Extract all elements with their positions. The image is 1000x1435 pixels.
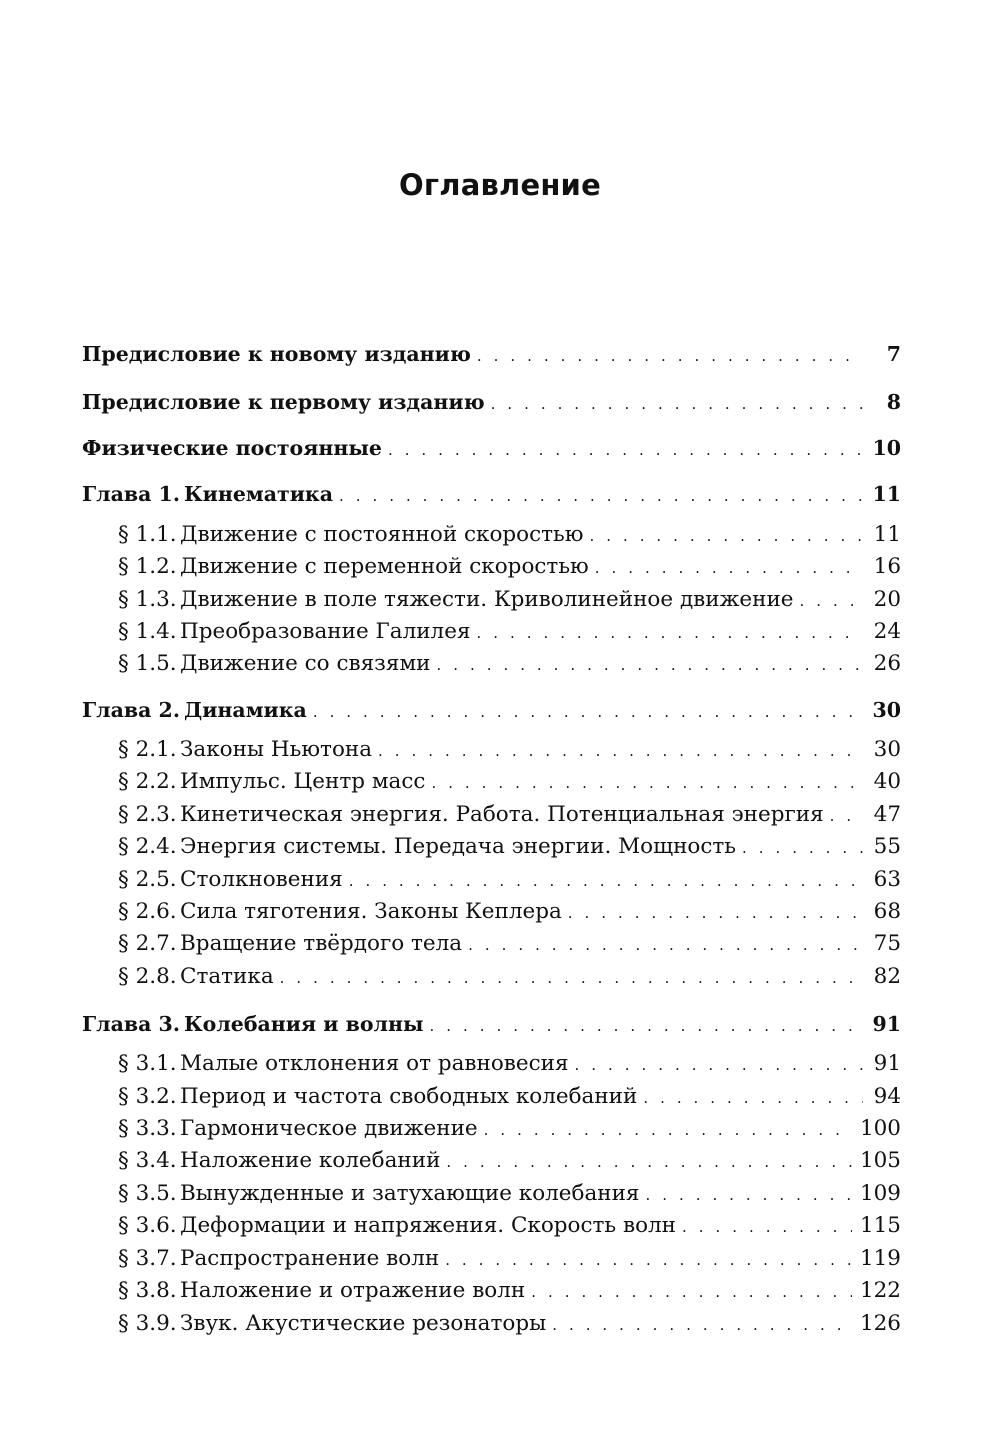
- dot-leader: [445, 1251, 852, 1269]
- section-number: § 1.3.: [118, 587, 177, 612]
- toc-section-1-5[interactable]: [118, 651, 901, 679]
- toc-page-number: 8: [886, 390, 901, 414]
- dot-leader: [468, 936, 863, 954]
- dot-leader: [477, 347, 863, 365]
- dot-leader: [349, 872, 863, 890]
- section-title: Малые отклонения от равновесия: [180, 1051, 569, 1076]
- toc-chapter-2[interactable]: [82, 698, 901, 726]
- toc-section-3-9[interactable]: [118, 1311, 901, 1339]
- toc-section-2-3[interactable]: [118, 802, 901, 830]
- section-number: § 2.7.: [118, 931, 177, 956]
- chapter-label: Глава 1.: [82, 482, 180, 506]
- toc-page-number: 10: [872, 436, 901, 460]
- dot-leader: [552, 1316, 852, 1334]
- toc-chapter-1[interactable]: [82, 482, 901, 510]
- dot-leader: [568, 904, 863, 922]
- section-number: § 1.4.: [118, 619, 177, 644]
- section-title: Наложение колебаний: [180, 1148, 441, 1173]
- toc-page-number: 55: [873, 834, 901, 859]
- dot-leader: [437, 656, 863, 674]
- dot-leader: [313, 703, 863, 721]
- toc-section-2-8[interactable]: [118, 964, 901, 992]
- section-title: Гармоническое движение: [180, 1116, 478, 1141]
- toc-page-number: 109: [859, 1181, 901, 1206]
- section-title: Энергия системы. Передача энергии. Мощность: [180, 834, 736, 859]
- toc-entry-preface-first[interactable]: [82, 390, 901, 418]
- dot-leader: [742, 839, 863, 857]
- toc-section-1-1[interactable]: [118, 522, 901, 550]
- chapter-title: Кинематика: [184, 482, 333, 506]
- section-title: Вращение твёрдого тела: [180, 931, 463, 956]
- section-title: Вынужденные и затухающие колебания: [180, 1181, 640, 1206]
- toc-page-number: 119: [859, 1246, 901, 1271]
- dot-leader: [446, 1153, 852, 1171]
- toc-page-number: 47: [873, 802, 901, 827]
- chapter-title: Динамика: [184, 698, 307, 722]
- toc-page-number: 24: [873, 619, 901, 644]
- toc-page-number: 16: [873, 554, 901, 579]
- toc-entry-title: Предисловие к новому изданию: [82, 342, 471, 366]
- toc-section-1-4[interactable]: [118, 619, 901, 647]
- section-title: Движение с постоянной скоростью: [180, 522, 584, 547]
- toc-section-2-6[interactable]: [118, 899, 901, 927]
- section-number: § 3.6.: [118, 1213, 177, 1238]
- toc-entry-constants[interactable]: [82, 436, 901, 464]
- chapter-label: Глава 2.: [82, 698, 180, 722]
- dot-leader: [339, 487, 863, 505]
- dot-leader: [378, 742, 863, 760]
- dot-leader: [575, 1056, 863, 1074]
- dot-leader: [430, 1017, 863, 1035]
- section-title: Звук. Акустические резонаторы: [180, 1311, 547, 1336]
- section-title: Преобразование Галилея: [180, 619, 471, 644]
- section-title: Наложение и отражение волн: [180, 1278, 526, 1303]
- toc-page-number: 105: [859, 1148, 901, 1173]
- toc-section-2-5[interactable]: [118, 867, 901, 895]
- section-number: § 1.2.: [118, 554, 177, 579]
- dot-leader: [589, 527, 863, 545]
- section-number: § 2.4.: [118, 834, 177, 859]
- toc-page-number: 91: [872, 1012, 901, 1036]
- dot-leader: [800, 592, 864, 610]
- chapter-title: Колебания и волны: [184, 1012, 424, 1036]
- toc-section-1-2[interactable]: [118, 554, 901, 582]
- toc-page-number: 91: [873, 1051, 901, 1076]
- toc-section-3-1[interactable]: [118, 1051, 901, 1079]
- section-title: Период и частота свободных колебаний: [180, 1084, 638, 1109]
- toc-page-number: 100: [859, 1116, 901, 1141]
- toc-page-number: 11: [872, 482, 901, 506]
- toc-page-number: 11: [873, 522, 901, 547]
- section-title: Статика: [180, 964, 274, 989]
- section-number: § 3.1.: [118, 1051, 177, 1076]
- section-number: § 2.5.: [118, 867, 177, 892]
- toc-section-3-7[interactable]: [118, 1246, 901, 1274]
- section-title: Кинетическая энергия. Работа. Потенциальная энергия: [180, 802, 824, 827]
- dot-leader: [431, 774, 863, 792]
- section-number: § 3.4.: [118, 1148, 177, 1173]
- section-number: § 3.2.: [118, 1084, 177, 1109]
- section-number: § 1.5.: [118, 651, 177, 676]
- toc-chapter-3[interactable]: [82, 1012, 901, 1040]
- dot-leader: [830, 807, 863, 825]
- section-number: § 3.9.: [118, 1311, 177, 1336]
- toc-page-number: 94: [873, 1084, 901, 1109]
- chapter-label: Глава 3.: [82, 1012, 180, 1036]
- section-number: § 2.8.: [118, 964, 177, 989]
- section-title: Законы Ньютона: [180, 737, 373, 762]
- section-title: Столкновения: [180, 867, 343, 892]
- toc-section-3-8[interactable]: [118, 1278, 901, 1306]
- toc-page-number: 75: [873, 931, 901, 956]
- page-title: Оглавление: [399, 168, 601, 202]
- section-number: § 2.6.: [118, 899, 177, 924]
- section-number: § 2.1.: [118, 737, 177, 762]
- toc-page-number: 115: [859, 1213, 901, 1238]
- section-title: Сила тяготения. Законы Кеплера: [180, 899, 562, 924]
- section-number: § 3.3.: [118, 1116, 177, 1141]
- section-title: Деформации и напряжения. Скорость волн: [180, 1213, 677, 1238]
- dot-leader: [643, 1089, 863, 1107]
- section-title: Движение с переменной скоростью: [180, 554, 589, 579]
- toc-section-1-3[interactable]: [118, 587, 901, 615]
- toc-entry-preface-new[interactable]: [82, 342, 901, 370]
- toc-page-number: 20: [873, 587, 901, 612]
- section-title: Движение в поле тяжести. Криволинейное движение: [180, 587, 794, 612]
- toc-page-number: 122: [859, 1278, 901, 1303]
- toc-section-3-4[interactable]: [118, 1148, 901, 1176]
- toc-section-2-7[interactable]: [118, 931, 901, 959]
- toc-page-number: 7: [886, 342, 901, 366]
- toc-section-3-5[interactable]: [118, 1181, 901, 1209]
- toc-page-number: 63: [873, 867, 901, 892]
- dot-leader: [280, 969, 863, 987]
- toc-entry-title: Физические постоянные: [82, 436, 382, 460]
- section-number: § 3.8.: [118, 1278, 177, 1303]
- toc-page-number: 82: [873, 964, 901, 989]
- dot-leader: [682, 1218, 852, 1236]
- section-number: § 3.7.: [118, 1246, 177, 1271]
- dot-leader: [531, 1283, 852, 1301]
- toc-page-number: 30: [873, 737, 901, 762]
- toc-section-2-1[interactable]: [118, 737, 901, 765]
- section-title: Импульс. Центр масс: [180, 769, 426, 794]
- toc-page-number: 68: [873, 899, 901, 924]
- dot-leader: [595, 559, 863, 577]
- dot-leader: [388, 441, 863, 459]
- section-number: § 3.5.: [118, 1181, 177, 1206]
- dot-leader: [491, 395, 863, 413]
- toc-section-2-2[interactable]: [118, 769, 901, 797]
- toc-page-number: 40: [873, 769, 901, 794]
- dot-leader: [646, 1186, 852, 1204]
- dot-leader: [484, 1121, 852, 1139]
- section-number: § 2.2.: [118, 769, 177, 794]
- toc-entry-title: Предисловие к первому изданию: [82, 390, 485, 414]
- section-number: § 1.1.: [118, 522, 177, 547]
- section-title: Распространение волн: [180, 1246, 440, 1271]
- toc-page-number: 26: [873, 651, 901, 676]
- toc-section-3-2[interactable]: [118, 1084, 901, 1112]
- toc-page-number: 30: [872, 698, 901, 722]
- dot-leader: [477, 624, 863, 642]
- toc-section-3-6[interactable]: [118, 1213, 901, 1241]
- toc-section-2-4[interactable]: [118, 834, 901, 862]
- toc-section-3-3[interactable]: [118, 1116, 901, 1144]
- section-title: Движение со связями: [180, 651, 431, 676]
- section-number: § 2.3.: [118, 802, 177, 827]
- toc-page-number: 126: [859, 1311, 901, 1336]
